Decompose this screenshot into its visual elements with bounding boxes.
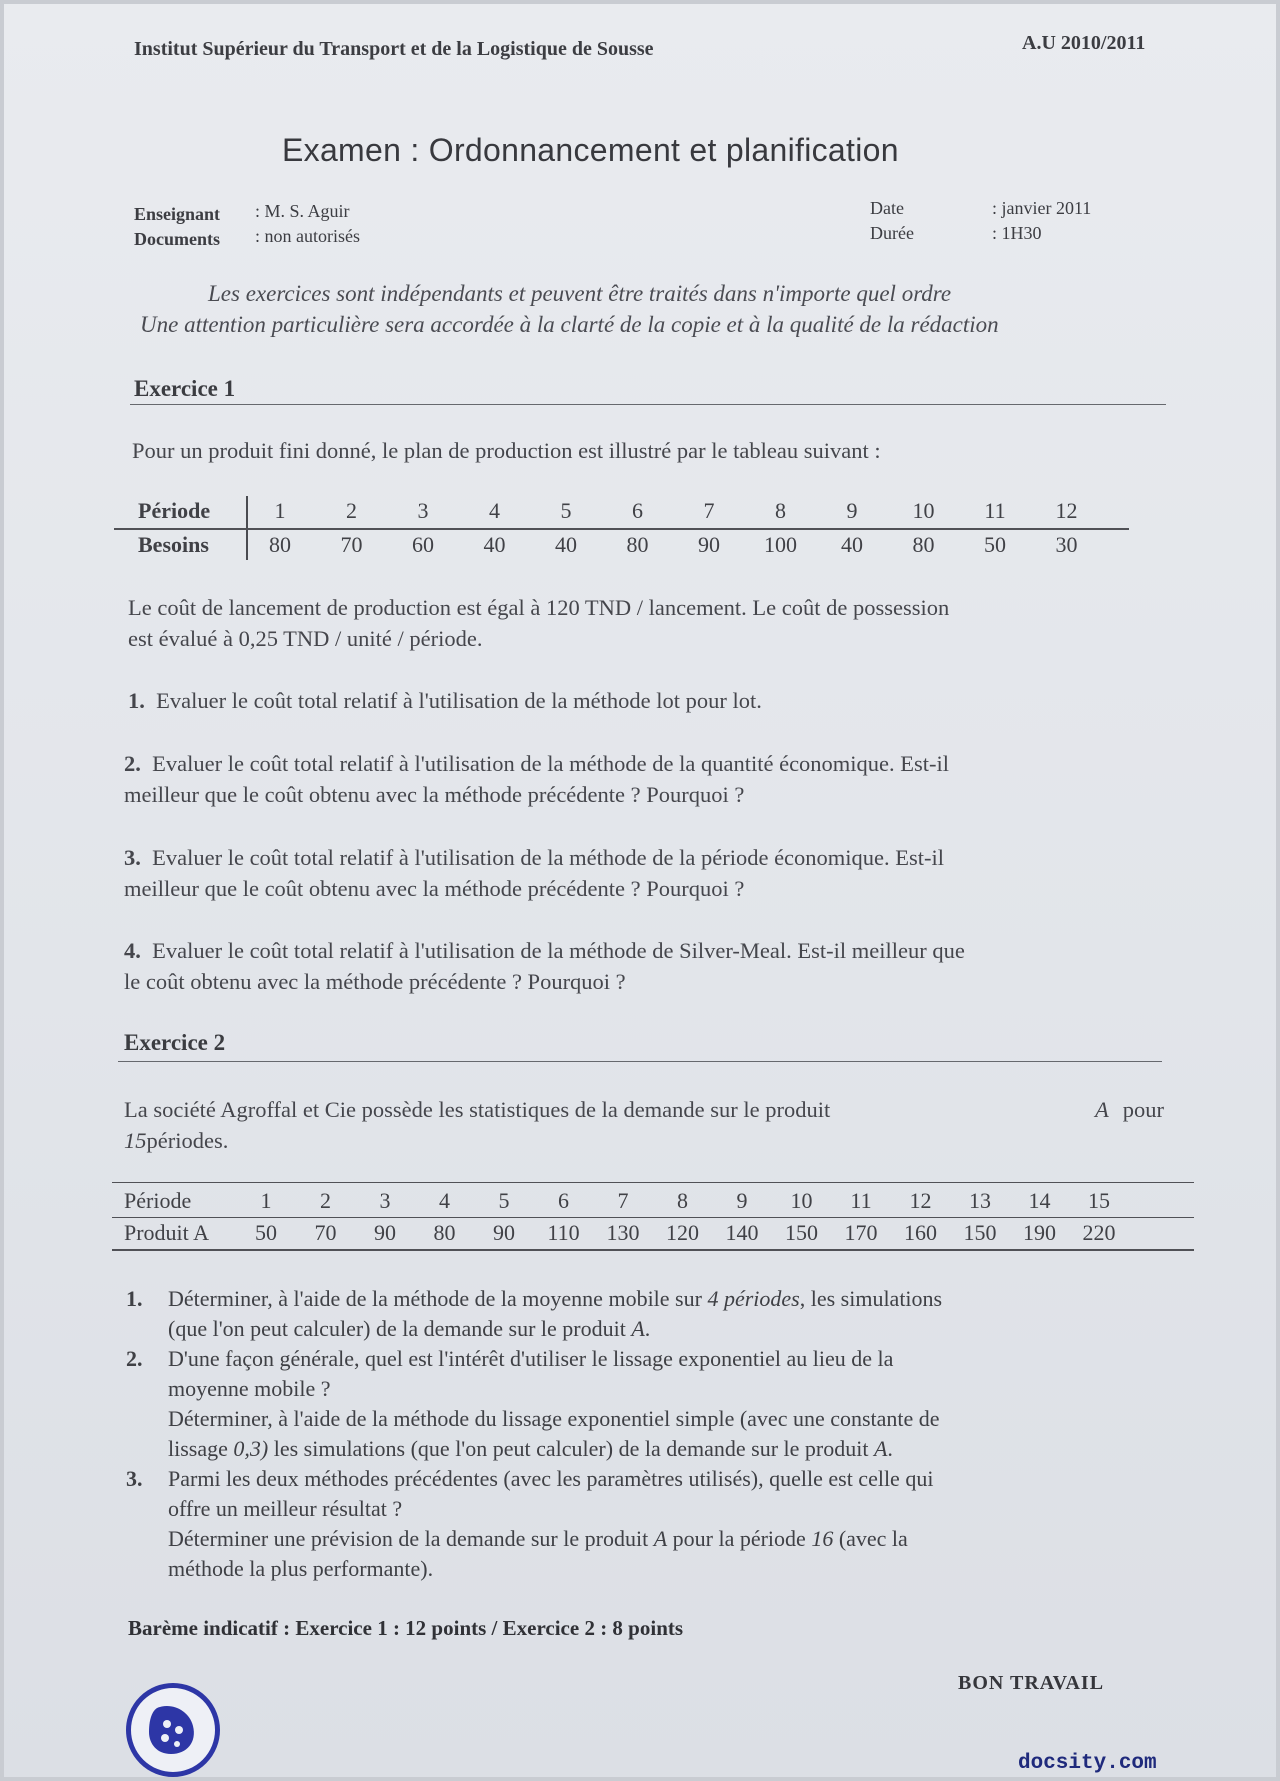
- table2-period-cell: 2: [320, 1188, 331, 1213]
- date-label: Date: [870, 198, 904, 218]
- table2-period-cell: 11: [850, 1188, 872, 1213]
- table1-horizontal-rule: [114, 528, 1129, 530]
- exercise-1-intro: Pour un produit fini donné, le plan de production est illustré par le tableau suivant :: [132, 438, 881, 463]
- table2-demand-cell: 70: [314, 1220, 337, 1245]
- table1-period-cell: 11: [984, 498, 1006, 523]
- institute-name: Institut Supérieur du Transport et de la Logistique de Sousse: [134, 38, 654, 60]
- exercise-1-costs-line-1: Le coût de lancement de production est égal à 120 TND / lancement. Le coût de possession: [128, 595, 950, 620]
- table2-period-cell: 4: [439, 1188, 450, 1213]
- exercise-1-heading: Exercice 1: [134, 376, 236, 401]
- docsity-logo-icon[interactable]: [126, 1683, 220, 1777]
- ex1-question-4: 4. Evaluer le coût total relatif à l'utilisation de la méthode de Silver-Meal. Est-il meilleur que le coût obtenu avec la méthode précédente ? Pourquoi ?: [124, 938, 965, 994]
- table2-demand-cell: 90: [374, 1220, 396, 1245]
- table2-demand-cell: 120: [666, 1220, 699, 1245]
- table2-demand-cell: 80: [433, 1220, 456, 1245]
- table2-demand-cell: 90: [493, 1220, 515, 1245]
- table1-needs-cell: 100: [764, 532, 797, 557]
- exercise-2-heading: Exercice 2: [124, 1030, 226, 1055]
- docsity-logo-svg: [131, 1688, 215, 1772]
- page-title: Examen : Ordonnancement et planification: [282, 132, 899, 168]
- exercise-1-rule: [130, 404, 1166, 405]
- table2-period-cell: 9: [736, 1188, 748, 1213]
- grading-scale: Barème indicatif : Exercice 1 : 12 points / Exercice 2 : 8 points: [128, 1616, 684, 1640]
- exercise-1-costs-line-2: est évalué à 0,25 TND / unité / période.: [128, 626, 483, 651]
- table2-middle-rule: [112, 1217, 1194, 1218]
- table1-needs-cell: 80: [269, 532, 291, 557]
- table2-demand-cell: 50: [255, 1220, 277, 1245]
- table1-needs-cell: 40: [483, 532, 506, 557]
- table1-row-label-needs: Besoins: [138, 532, 209, 557]
- table2-top-rule: [112, 1182, 1194, 1183]
- table1-period-cell: 5: [560, 498, 572, 523]
- table1-needs-cell: 70: [340, 532, 363, 557]
- duration-value: : 1H30: [992, 223, 1042, 243]
- ex1-question-2: 2. Evaluer le coût total relatif à l'utilisation de la méthode de la quantité économique. Est-il meilleur que le coût obtenu avec la méthode précédente ? Pourquoi ?: [124, 751, 950, 807]
- table2-period-cell: 8: [677, 1188, 688, 1213]
- demand-table: [112, 1182, 1194, 1252]
- exercise-2-rule: [118, 1061, 1162, 1062]
- instruction-line-2: Une attention particulière sera accordée à la clarté de la copie et à la qualité de la rédaction: [140, 312, 999, 337]
- table1-needs-cell: 40: [555, 532, 577, 557]
- table2-demand-cell: 150: [963, 1220, 997, 1245]
- table1-row-label-period: Période: [138, 498, 211, 523]
- table2-period-cell: 5: [498, 1188, 510, 1213]
- table1-period-cell: 9: [846, 498, 858, 523]
- table1-period-cell: 7: [703, 498, 715, 523]
- closing-text: BON TRAVAIL: [958, 1672, 1105, 1694]
- table2-row-label-product: Produit A: [124, 1220, 209, 1245]
- table1-period-cell: 2: [346, 498, 357, 523]
- table2-row-label-period: Période: [124, 1188, 192, 1213]
- table1-needs-cell: 80: [912, 532, 935, 557]
- teacher-label: Enseignant: [134, 204, 221, 224]
- teacher-value: : M. S. Aguir: [255, 201, 350, 221]
- table2-demand-cell: 220: [1082, 1220, 1116, 1245]
- table1-needs-cell: 30: [1055, 532, 1078, 557]
- ex1-question-3: 3. Evaluer le coût total relatif à l'utilisation de la méthode de la période économique. Est-il meilleur que le coût obtenu avec la méthode précédente ? Pourquoi ?: [124, 845, 945, 901]
- table1-needs-cell: 80: [626, 532, 649, 557]
- table2-period-cell: 3: [379, 1188, 391, 1213]
- documents-label: Documents: [134, 229, 220, 249]
- table2-period-cell: 12: [909, 1188, 932, 1213]
- ex2-question-2: 2. D'une façon générale, quel est l'intérêt d'utiliser le lissage exponentiel au lieu de la moyenne mobile ? Déterminer, à l'aide de la méthode du lissage exponentiel simple (avec une constante de lissage 0,3) les simulations (que l'on peut calculer) de la demande sur le produit A.: [126, 1346, 940, 1461]
- ex2-question-3: 3. Parmi les deux méthodes précédentes (avec les paramètres utilisés), quelle est celle qui offre un meilleur résultat ? Déterminer une prévision de la demande sur le produit A pour la période 16 (avec la méthode la plus performante).: [126, 1466, 934, 1581]
- ex1-question-1: 1. Evaluer le coût total relatif à l'utilisation de la méthode lot pour lot.: [128, 688, 762, 713]
- table1-period-cell: 3: [417, 498, 429, 523]
- ex2-question-1: 1. Déterminer, à l'aide de la méthode de la moyenne mobile sur 4 périodes, les simulations (que l'on peut calculer) de la demande sur le produit A.: [126, 1286, 943, 1341]
- instruction-line-1: Les exercices sont indépendants et peuvent être traités dans n'importe quel ordre: [208, 281, 952, 306]
- docsity-watermark[interactable]: docsity.com: [1018, 1752, 1157, 1775]
- table2-demand-cell: 130: [606, 1220, 640, 1245]
- table2-demand-cell: 140: [725, 1220, 759, 1245]
- table2-period-cell: 15: [1088, 1188, 1110, 1213]
- table2-demand-cell: 160: [904, 1220, 937, 1245]
- exercise-2-intro: La société Agroffal et Cie possède les statistiques de la demande sur le produit A pour 15périodes.: [124, 1097, 1164, 1153]
- table2-period-cell: 1: [260, 1188, 272, 1213]
- table2-demand-cell: 190: [1023, 1220, 1056, 1245]
- table2-bottom-rule: [112, 1249, 1194, 1251]
- table1-period-cell: 4: [489, 498, 500, 523]
- table1-needs-cell: 40: [841, 532, 863, 557]
- academic-year: A.U 2010/2011: [1022, 32, 1146, 54]
- table2-demand-cell: 110: [547, 1220, 580, 1245]
- exam-sheet: [4, 4, 1276, 1777]
- table1-needs-cell: 50: [984, 532, 1006, 557]
- table2-demand-cell: 150: [785, 1220, 818, 1245]
- table2-period-cell: 7: [617, 1188, 629, 1213]
- duration-label: Durée: [870, 223, 914, 243]
- table2-period-cell: 14: [1028, 1188, 1051, 1213]
- table1-needs-cell: 60: [412, 532, 434, 557]
- table2-period-cell: 6: [558, 1188, 569, 1213]
- table1-needs-cell: 90: [698, 532, 720, 557]
- table2-demand-cell: 170: [844, 1220, 878, 1245]
- table2-period-cell: 13: [969, 1188, 991, 1213]
- table1-period-cell: 12: [1055, 498, 1078, 523]
- table2-period-cell: 10: [790, 1188, 813, 1213]
- table1-period-cell: 8: [775, 498, 786, 523]
- date-value: : janvier 2011: [992, 198, 1092, 218]
- production-plan-table: [114, 494, 1129, 564]
- table1-period-cell: 10: [912, 498, 935, 523]
- documents-value: : non autorisés: [255, 226, 360, 246]
- table1-period-cell: 6: [632, 498, 643, 523]
- table1-period-cell: 1: [274, 498, 286, 523]
